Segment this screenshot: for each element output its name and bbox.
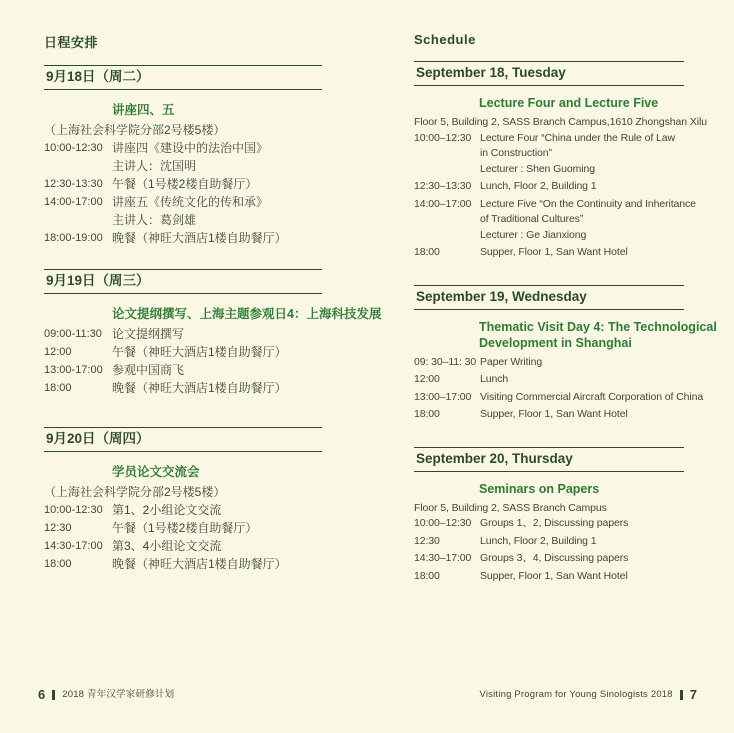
- row-description: [112, 325, 322, 343]
- row-description: [480, 516, 684, 532]
- schedule-row: [414, 355, 684, 371]
- section-title-line: Thematic Visit Day 4: The Technological: [479, 319, 717, 334]
- row-time: 13:00-17:00: [44, 364, 103, 376]
- section-title: [479, 95, 684, 111]
- schedule-row: [414, 534, 684, 550]
- description-line: 主讲人：沈国明: [112, 159, 197, 173]
- row-description: [480, 534, 684, 550]
- row-time: 12:30–13:30: [414, 180, 472, 192]
- left-section-sep18: [44, 65, 322, 247]
- row-description: [480, 569, 684, 585]
- row-time: 10:00–12:30: [414, 131, 472, 144]
- description-line: 午餐（1号楼2楼自助餐厅）: [112, 177, 258, 191]
- schedule-row: [414, 245, 684, 261]
- section-title-line: Development in Shanghai: [479, 335, 632, 350]
- section-venue: Floor 5, Building 2, SASS Branch Campus: [414, 501, 607, 514]
- schedule-row: [414, 390, 704, 406]
- description-line: Groups 1、2, Discussing papers: [480, 517, 629, 529]
- right-section-sep19: [414, 285, 717, 423]
- description-line: Paper Writing: [480, 355, 543, 368]
- row-time: 18:00: [414, 246, 440, 258]
- row-description: [112, 361, 322, 379]
- schedule-row: [44, 361, 322, 379]
- description-line: Lecture Four “China under the Rule of Law: [480, 131, 675, 144]
- description-line: 参观中国商飞: [112, 363, 185, 377]
- left-section-sep19: [44, 269, 382, 397]
- row-description: [480, 197, 696, 244]
- schedule-row: [44, 501, 322, 519]
- row-description: [112, 501, 322, 519]
- description-line: Lunch, Floor 2, Building 1: [480, 180, 597, 192]
- row-time: 18:00: [44, 558, 72, 570]
- section-venue: Floor 5, Building 2, SASS Branch Campus,1610 Zhongshan Xilu: [414, 116, 707, 128]
- row-time: 12:30-13:30: [44, 178, 103, 190]
- description-line: Visiting Commercial Aircraft Corporation of China: [480, 390, 704, 403]
- row-time: 13:00–17:00: [414, 390, 472, 403]
- description-line: Lunch, Floor 2, Building 1: [480, 534, 597, 547]
- row-time: 10:00-12:30: [44, 142, 103, 154]
- left-page: [44, 32, 382, 573]
- schedule-row: [414, 372, 684, 388]
- row-description: [112, 519, 322, 537]
- description-line: 第3、4小组论文交流: [112, 539, 222, 553]
- row-description: [112, 379, 322, 397]
- left-page-title: 日程安排: [44, 35, 99, 50]
- description-line: Lunch: [480, 373, 509, 385]
- row-time: 14:00-17:00: [44, 196, 103, 208]
- footer-divider-bar: [52, 690, 55, 700]
- section-date-header: September 19, Wednesday: [414, 285, 684, 310]
- section-date-header: 9月19日（周三）: [44, 269, 322, 294]
- schedule-row: [414, 179, 684, 195]
- section-venue: （上海社会科学院分部2号楼5楼）: [44, 123, 226, 137]
- description-line: 论文提纲撰写: [112, 327, 185, 341]
- section-date-header: 9月20日（周四）: [44, 427, 322, 452]
- right-section-sep18: [414, 61, 707, 261]
- section-title: 论文提纲撰写、上海主题参观日4：上海科技发展: [112, 307, 382, 321]
- schedule-row: [414, 569, 684, 585]
- schedule-row: [44, 555, 322, 573]
- row-description: [112, 229, 322, 247]
- row-time: 14:30–17:00: [414, 552, 472, 564]
- footer-divider-bar: [680, 690, 683, 700]
- row-description: [480, 179, 684, 195]
- description-line: Supper, Floor 1, San Want Hotel: [480, 408, 628, 420]
- row-time: 12:00: [44, 346, 72, 358]
- row-description: [480, 390, 704, 406]
- schedule-row: [414, 551, 684, 567]
- schedule-row: [44, 229, 322, 247]
- row-description: [480, 131, 684, 178]
- row-description: [112, 193, 322, 229]
- right-page-title: Schedule: [414, 32, 476, 47]
- description-line: 晚餐（神旺大酒店1楼自助餐厅）: [112, 557, 287, 571]
- row-description: [112, 555, 322, 573]
- description-line: of Traditional Cultures”: [480, 213, 584, 225]
- row-time: 10:00-12:30: [44, 504, 103, 516]
- description-line: 第1、2小组论文交流: [112, 503, 222, 517]
- row-time: 12:00: [414, 373, 440, 385]
- row-time: 14:00–17:00: [414, 197, 472, 210]
- left-section-sep20: [44, 427, 322, 573]
- row-time: 18:00: [44, 382, 72, 394]
- row-description: [112, 139, 322, 175]
- description-line: 讲座四《建设中的法治中国》: [112, 141, 269, 155]
- description-line: 午餐（1号楼2楼自助餐厅）: [112, 521, 258, 535]
- row-description: [480, 245, 684, 261]
- row-description: [480, 372, 684, 388]
- section-title-line: Seminars on Papers: [479, 481, 600, 496]
- row-description: [112, 537, 322, 555]
- description-line: 午餐（神旺大酒店1楼自助餐厅）: [112, 345, 287, 359]
- description-line: 晚餐（神旺大酒店1楼自助餐厅）: [112, 231, 287, 245]
- schedule-row: [44, 537, 322, 555]
- description-line: Supper, Floor 1, San Want Hotel: [480, 246, 628, 258]
- schedule-row: [44, 175, 322, 193]
- section-title: [479, 481, 684, 497]
- row-description: [112, 175, 322, 193]
- description-line: 讲座五《传统文化的传和承》: [112, 195, 269, 209]
- description-line: Groups 3、4, Discussing papers: [480, 552, 629, 564]
- row-time: 12:30: [44, 522, 72, 534]
- row-time: 18:00: [414, 408, 440, 420]
- schedule-row: [44, 325, 322, 343]
- row-time: 12:30: [414, 534, 440, 547]
- description-line: Supper, Floor 1, San Want Hotel: [480, 569, 628, 582]
- left-footer: [38, 688, 174, 702]
- row-time: 18:00-19:00: [44, 232, 103, 244]
- row-description: [112, 343, 322, 361]
- row-time: 14:30-17:00: [44, 540, 103, 552]
- description-line: Lecturer : Shen Guoming: [480, 162, 596, 175]
- left-footer-text: 2018 青年汉学家研修计划: [62, 689, 175, 700]
- row-time: 09:00-11:30: [44, 328, 102, 340]
- section-date-header: September 18, Tuesday: [414, 61, 684, 86]
- right-footer-text: Visiting Program for Young Sinologists 2018: [479, 689, 673, 700]
- section-date-header: 9月18日（周二）: [44, 65, 322, 90]
- section-title: 学员论文交流会: [112, 465, 200, 479]
- right-section-sep20: [414, 447, 684, 585]
- row-description: [480, 407, 684, 423]
- schedule-row: [414, 131, 684, 178]
- schedule-row: [44, 343, 322, 361]
- right-page: [414, 32, 717, 586]
- right-footer: [480, 688, 698, 702]
- section-title: [479, 319, 717, 351]
- section-title: 讲座四、五: [112, 103, 175, 117]
- section-venue: （上海社会科学院分部2号楼5楼）: [44, 485, 226, 499]
- row-time: 18:00: [414, 569, 440, 582]
- description-line: Lecture Five “On the Continuity and Inheritance: [480, 197, 696, 210]
- schedule-row: [44, 519, 322, 537]
- row-description: [480, 551, 684, 567]
- schedule-row: [44, 379, 322, 397]
- schedule-row: [44, 193, 322, 229]
- schedule-row: [44, 139, 322, 175]
- row-time: 10:00–12:30: [414, 517, 472, 529]
- schedule-row: [414, 407, 684, 423]
- row-description: [480, 355, 684, 371]
- section-date-header: September 20, Thursday: [414, 447, 684, 472]
- description-line: 晚餐（神旺大酒店1楼自助餐厅）: [112, 381, 287, 395]
- section-title-line: Lecture Four and Lecture Five: [479, 96, 659, 110]
- schedule-row: [414, 197, 696, 244]
- description-line: in Construction”: [480, 147, 552, 159]
- description-line: 主讲人：葛剑雄: [112, 213, 197, 227]
- schedule-row: [414, 516, 684, 532]
- description-line: Lecturer : Ge Jianxiong: [480, 228, 587, 241]
- left-page-number: 6: [38, 687, 46, 702]
- row-time: 09: 30–11: 30: [414, 355, 477, 368]
- right-page-number: 7: [689, 687, 697, 702]
